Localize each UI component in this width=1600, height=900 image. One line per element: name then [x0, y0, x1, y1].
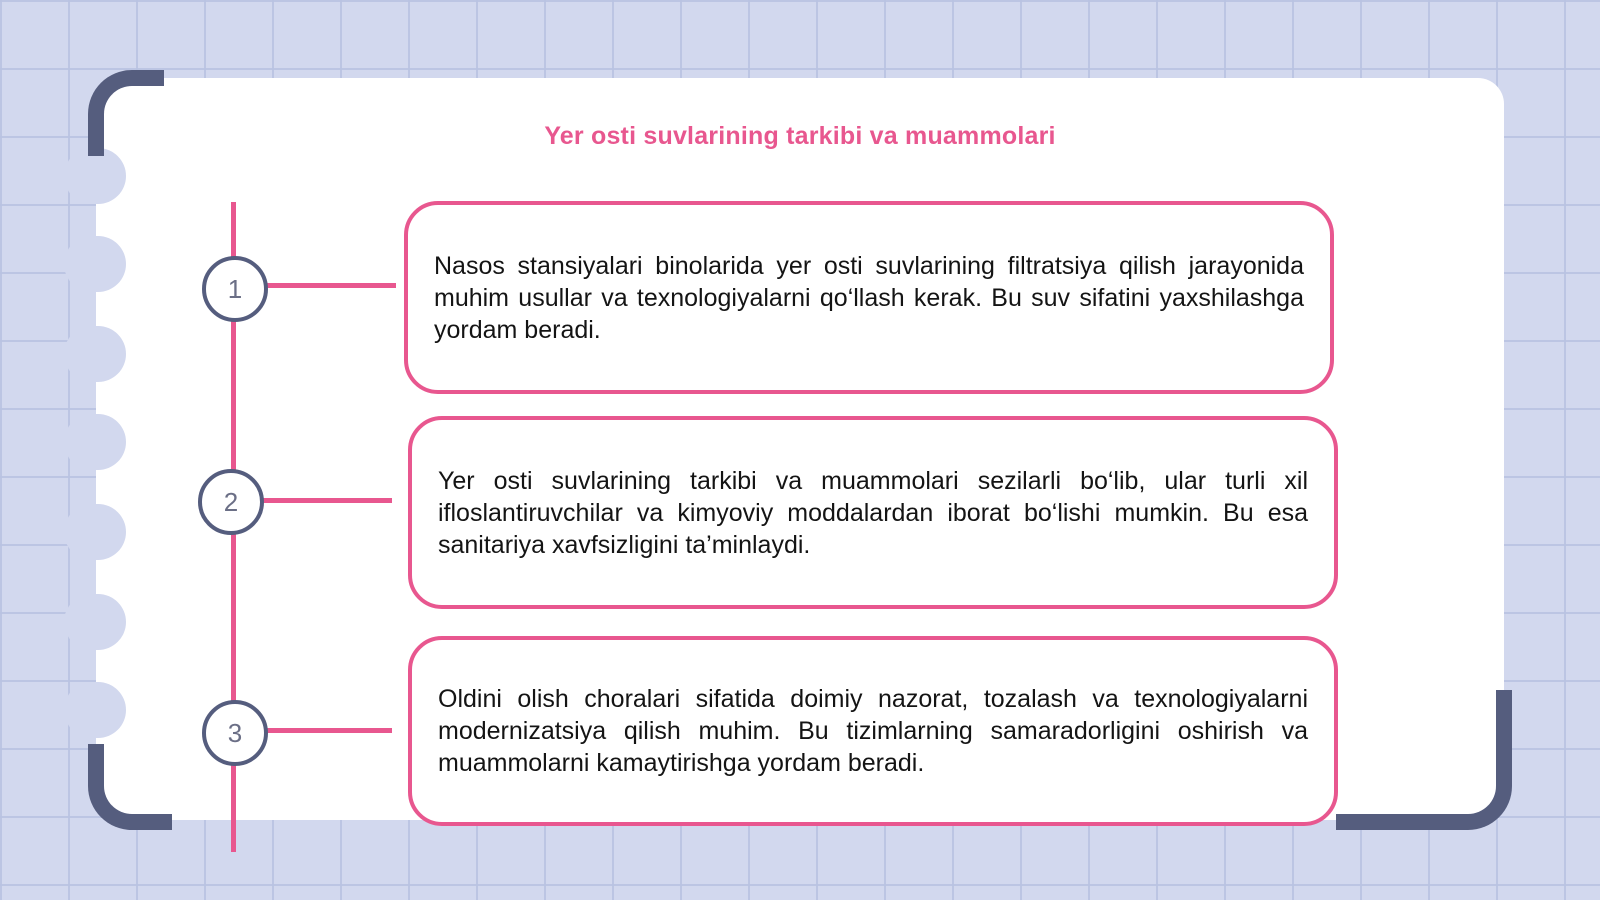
- slide-title: Yer osti suvlarining tarkibi va muammolari: [544, 122, 1056, 150]
- timeline-connector: [262, 728, 392, 733]
- paper-notch: [64, 594, 126, 650]
- paper-notch: [64, 504, 126, 560]
- timeline-connector: [258, 498, 392, 503]
- paper-notch: [64, 682, 126, 738]
- step-card-text: Yer osti suvlarining tarkibi va muammolari sezilarli bo‘lib, ular turli xil ifloslantiruvchilar va kimyoviy moddalardan iborat bo‘lishi mumkin. Bu esa sanitariya xavfsizligini ta’minlaydi.: [438, 466, 1308, 559]
- corner-bracket-top-left: [88, 70, 164, 156]
- corner-bracket-bottom-left: [88, 744, 172, 830]
- step-card-text: Nasos stansiyalari binolarida yer osti suvlarining filtratsiya qilish jarayonida muhim usullar va texnologiyalarni qo‘llash kerak. Bu suv sifatini yaxshilashga yordam beradi.: [434, 251, 1304, 344]
- step-number-2: 2: [198, 469, 264, 535]
- step-card-1: [404, 201, 1334, 394]
- step-card-3: [408, 636, 1338, 826]
- timeline-connector: [262, 283, 396, 288]
- paper-notch: [64, 326, 126, 382]
- step-card-text: Oldini olish choralari sifatida doimiy nazorat, tozalash va texnologiyalarni modernizatsiya qilish muhim. Bu tizimlarning samaradorligini oshirish va muammolarni kamaytirishga yordam beradi.: [438, 685, 1308, 777]
- step-number-1: 1: [202, 256, 268, 322]
- paper-notch: [64, 414, 126, 470]
- paper-notch: [64, 236, 126, 292]
- step-card-2: [408, 416, 1338, 609]
- step-number-3: 3: [202, 700, 268, 766]
- corner-bracket-bottom-right: [1336, 690, 1512, 830]
- paper-notch: [64, 148, 126, 204]
